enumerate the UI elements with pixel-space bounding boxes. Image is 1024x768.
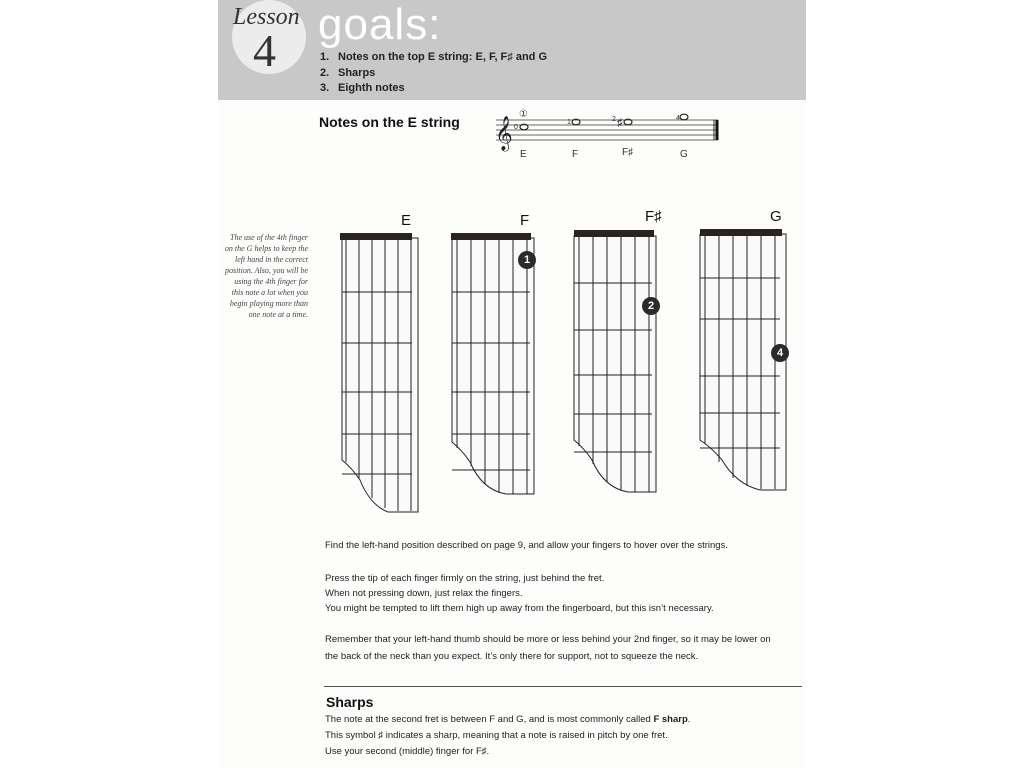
fretboard-label-f-sharp: F♯ (645, 208, 662, 225)
lesson-label: Lesson (233, 4, 300, 30)
fingering-0: 0 (514, 124, 518, 131)
sharps-line: The note at the second fret is between F and G, and is most commonly called F sharp. (325, 714, 691, 725)
fretboard-f-sharp (574, 230, 656, 492)
staff-heading: Notes on the E string (319, 114, 460, 130)
fretboard-label-f: F (520, 212, 530, 229)
f-sharp-term: F sharp (653, 714, 688, 725)
treble-clef-icon: 𝄞 (495, 116, 513, 151)
paragraph: the back of the neck than you expect. It’s only there for support, not to squeeze the neck. (325, 651, 699, 662)
fretboard-f (451, 233, 534, 494)
fretboard-e (340, 233, 418, 512)
finger-dot-2: 2 (642, 297, 660, 315)
fingering-4: 4 (676, 115, 680, 122)
fretboard-label-e: E (401, 212, 412, 229)
goal-item: 1. Notes on the top E string: E, F, F♯ and G (320, 51, 547, 63)
section-divider (324, 686, 802, 687)
goal-item: 3. Eighth notes (320, 82, 405, 94)
paragraph: Find the left-hand position described on page 9, and allow your fingers to hover over the strings. (325, 540, 728, 551)
goals-title: goals: (318, 0, 442, 49)
staff-note-label: F (572, 149, 579, 160)
finger-dot-1: 1 (518, 251, 536, 269)
margin-note: The use of the 4th finger on the G helps to keep the left hand in the correct position. Also, you will be using the 4th finger for this note a lot when you begin playing more than one note at a time. (224, 233, 308, 319)
goal-item: 2. Sharps (320, 67, 376, 79)
finger-dot-4: 4 (771, 344, 789, 362)
lesson-number: 4 (253, 25, 276, 76)
sharp-accidental: ♯ (617, 117, 623, 129)
fingering-2: 2 (612, 116, 616, 123)
sharps-line: This symbol ♯ indicates a sharp, meaning that a note is raised in pitch by one fret. (325, 730, 668, 741)
paragraph: When not pressing down, just relax the fingers. (325, 588, 523, 599)
staff-note-label: F♯ (622, 147, 634, 158)
paragraph: You might be tempted to lift them high up away from the fingerboard, but this isn’t necessary. (325, 603, 714, 614)
sharps-heading: Sharps (326, 694, 374, 710)
staff-note-label: E (520, 149, 527, 160)
sharps-line: Use your second (middle) finger for F♯. (325, 746, 490, 757)
staff-note-label: G (680, 149, 688, 160)
paragraph: Remember that your left-hand thumb should be more or less behind your 2nd finger, so it may be lower on (325, 634, 771, 645)
fingering-1: 1 (567, 119, 571, 126)
fretboard-label-g: G (770, 208, 782, 225)
paragraph: Press the tip of each finger firmly on the string, just behind the fret. (325, 573, 605, 584)
string-marker: ① (519, 109, 528, 120)
